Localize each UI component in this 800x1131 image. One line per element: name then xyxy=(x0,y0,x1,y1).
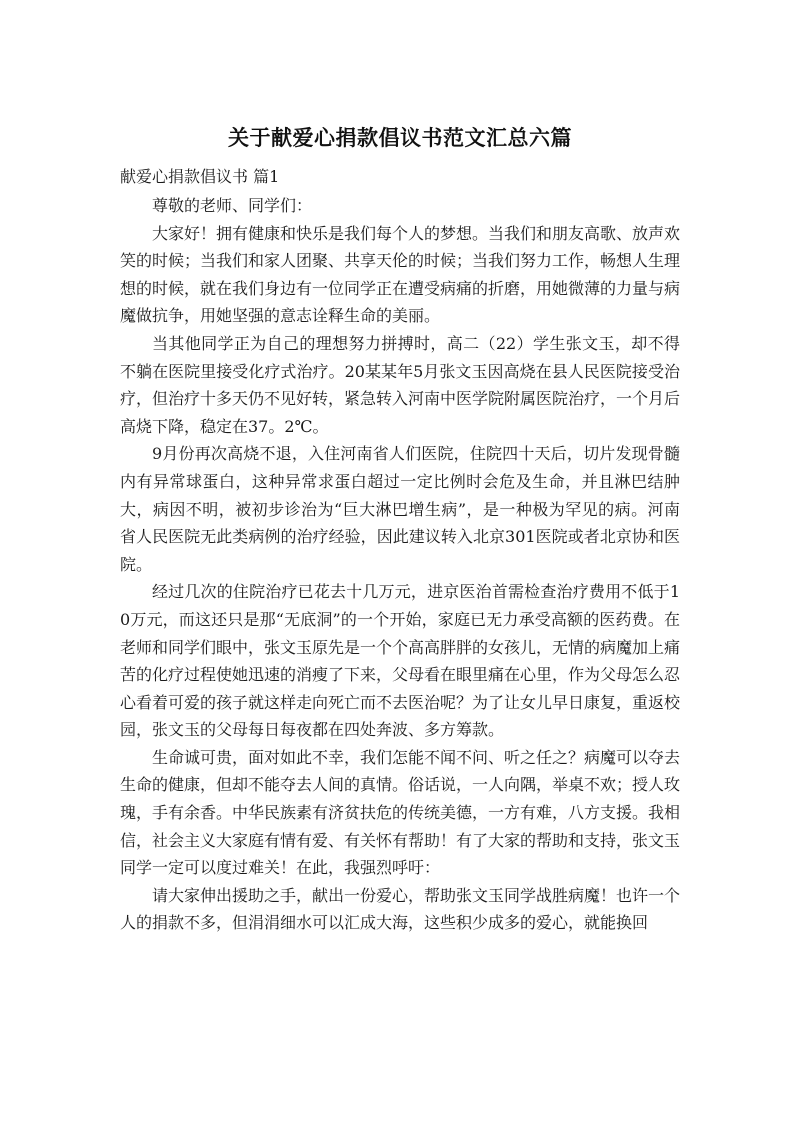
body-paragraph: 9月份再次高烧不退，入住河南省人们医院，住院四十天后，切片发现骨髓内有异常球蛋白，这种异常求蛋白超过一定比例时会危及生命，并且淋巴结肿大，病因不明，被初步诊治为“巨大淋巴增生病”，是一种极为罕见的病。河南省人民医院无此类病例的治疗经验，因此建议转入北京301医院或者北京协和医院。 xyxy=(120,444,680,574)
document-title: 关于献爱心捐款倡议书范文汇总六篇 xyxy=(228,126,572,150)
body-paragraph: 请大家伸出援助之手，献出一份爱心，帮助张文玉同学战胜病魔！也许一个人的捐款不多，但涓涓细水可以汇成大海，这些积少成多的爱心，就能换回 xyxy=(120,885,681,933)
section-heading: 献爱心捐款倡议书 篇1 xyxy=(120,167,280,186)
body-paragraph: 当其他同学正为自己的理想努力拼搏时，高二（22）学生张文玉，却不得不躺在医院里接受化疗式治疗。20某某年5月张文玉因高烧在县人民医院接受治疗，但治疗十多天仍不见好转，紧急转入河南中医学院附属医院治疗，一个月后高烧下降，稳定在37。2℃。 xyxy=(120,333,681,436)
salutation-paragraph: 尊敬的老师、同学们： xyxy=(152,196,313,215)
body-paragraph: 经过几次的住院治疗已花去十几万元，进京医治首需检查治疗费用不低于10万元，而这还只是那“无底洞”的一个开始，家庭已无力承受高额的医药费。在老师和同学们眼中，张文玉原先是一个个高高胖胖的女孩儿，无情的病魔加上痛苦的化疗过程使她迅速的消瘦了下来，父母看在眼里痛在心里，作为父母怎么忍心看着可爱的孩子就这样走向死亡而不去医治呢？为了让女儿早日康复，重返校园，张文玉的父母每日每夜都在四处奔波、多方筹款。 xyxy=(120,582,681,740)
body-paragraph: 大家好！拥有健康和快乐是我们每个人的梦想。当我们和朋友高歌、放声欢笑的时候；当我们和家人团聚、共享天伦的时候；当我们努力工作，畅想人生理想的时候，就在我们身边有一位同学正在遭受病痛的折磨，用她微薄的力量与病魔做抗争，用她坚强的意志诠释生命的美丽。 xyxy=(120,223,681,326)
body-paragraph: 生命诚可贵，面对如此不幸，我们怎能不闻不问、听之任之？病魔可以夺去生命的健康，但却不能夺去人间的真情。俗话说，一人向隅，举桌不欢；授人玫瑰，手有余香。中华民族素有济贫扶危的传统美德，一方有难，八方支援。我相信，社会主义大家庭有情有爱、有关怀有帮助！有了大家的帮助和支持，张文玉同学一定可以度过难关！在此，我强烈呼吁： xyxy=(120,747,681,878)
document-body xyxy=(120,192,680,937)
